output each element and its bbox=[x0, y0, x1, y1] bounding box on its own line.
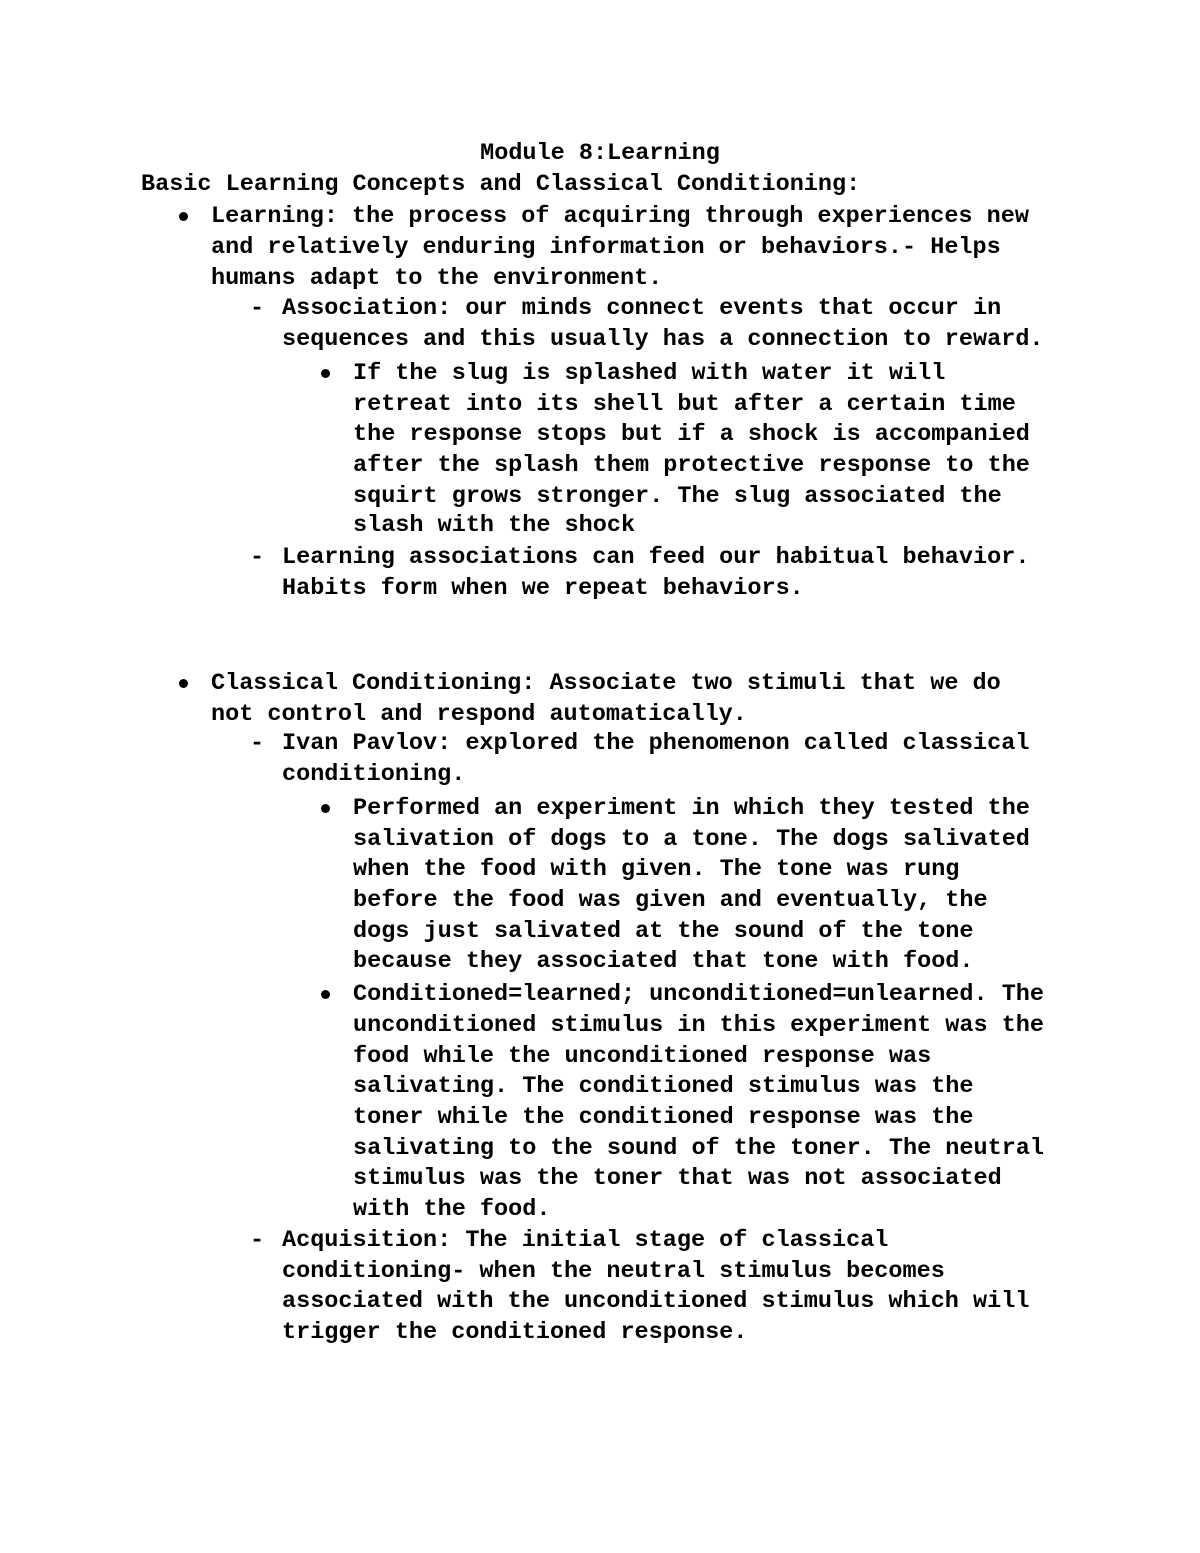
conditioned-line-5: toner while the conditioned response was the bbox=[353, 1104, 974, 1131]
conditioned-line-6: salivating to the sound of the toner. The neutral bbox=[353, 1135, 1045, 1162]
acquisition-line-4: trigger the conditioned response. bbox=[282, 1319, 748, 1346]
page-title: Module 8:Learning bbox=[480, 140, 720, 167]
classical-line-1: Classical Conditioning: Associate two stimuli that we do bbox=[211, 670, 1001, 697]
dash-icon: - bbox=[250, 295, 265, 322]
classical-line-2: not control and respond automatically. bbox=[211, 701, 747, 728]
bullet-icon bbox=[179, 679, 188, 688]
section-heading: Basic Learning Concepts and Classical Conditioning: bbox=[141, 171, 861, 198]
association-line-2: sequences and this usually has a connection to reward. bbox=[282, 326, 1044, 353]
dash-icon: - bbox=[250, 544, 265, 571]
bullet-icon bbox=[321, 804, 330, 813]
experiment-line-1: Performed an experiment in which they tested the bbox=[353, 795, 1030, 822]
learning-line-3: humans adapt to the environment. bbox=[211, 265, 663, 292]
learning-line-2: and relatively enduring information or behaviors.- Helps bbox=[211, 234, 1001, 261]
slug-line-4: after the splash them protective response to the bbox=[353, 452, 1030, 479]
experiment-line-4: before the food was given and eventually, the bbox=[353, 887, 988, 914]
acquisition-line-1: Acquisition: The initial stage of classical bbox=[282, 1227, 889, 1254]
bullet-icon bbox=[321, 990, 330, 999]
habits-line-1: Learning associations can feed our habitual behavior. bbox=[282, 544, 1030, 571]
conditioned-line-2: unconditioned stimulus in this experiment was the bbox=[353, 1012, 1045, 1039]
pavlov-line-2: conditioning. bbox=[282, 761, 466, 788]
dash-icon: - bbox=[250, 1227, 265, 1254]
learning-line-1: Learning: the process of acquiring through experiences new bbox=[211, 203, 1029, 230]
slug-line-1: If the slug is splashed with water it will bbox=[353, 360, 946, 387]
slug-line-6: slash with the shock bbox=[353, 512, 636, 539]
dash-icon: - bbox=[250, 730, 265, 757]
conditioned-line-8: with the food. bbox=[353, 1196, 551, 1223]
conditioned-line-3: food while the unconditioned response was bbox=[353, 1043, 932, 1070]
bullet-icon bbox=[321, 369, 330, 378]
habits-line-2: Habits form when we repeat behaviors. bbox=[282, 575, 804, 602]
experiment-line-6: because they associated that tone with food. bbox=[353, 948, 974, 975]
pavlov-line-1: Ivan Pavlov: explored the phenomenon called classical bbox=[282, 730, 1030, 757]
slug-line-2: retreat into its shell but after a certain time bbox=[353, 391, 1016, 418]
slug-line-3: the response stops but if a shock is accompanied bbox=[353, 421, 1030, 448]
slug-line-5: squirt grows stronger. The slug associated the bbox=[353, 483, 1002, 510]
association-line-1: Association: our minds connect events that occur in bbox=[282, 295, 1002, 322]
experiment-line-2: salivation of dogs to a tone. The dogs salivated bbox=[353, 826, 1030, 853]
acquisition-line-2: conditioning- when the neutral stimulus becomes bbox=[282, 1258, 945, 1285]
experiment-line-5: dogs just salivated at the sound of the tone bbox=[353, 918, 974, 945]
conditioned-line-1: Conditioned=learned; unconditioned=unlearned. The bbox=[353, 981, 1045, 1008]
conditioned-line-7: stimulus was the toner that was not associated bbox=[353, 1165, 1002, 1192]
experiment-line-3: when the food with given. The tone was rung bbox=[353, 856, 960, 883]
bullet-icon bbox=[179, 212, 188, 221]
conditioned-line-4: salivating. The conditioned stimulus was the bbox=[353, 1073, 974, 1100]
acquisition-line-3: associated with the unconditioned stimulus which will bbox=[282, 1288, 1030, 1315]
